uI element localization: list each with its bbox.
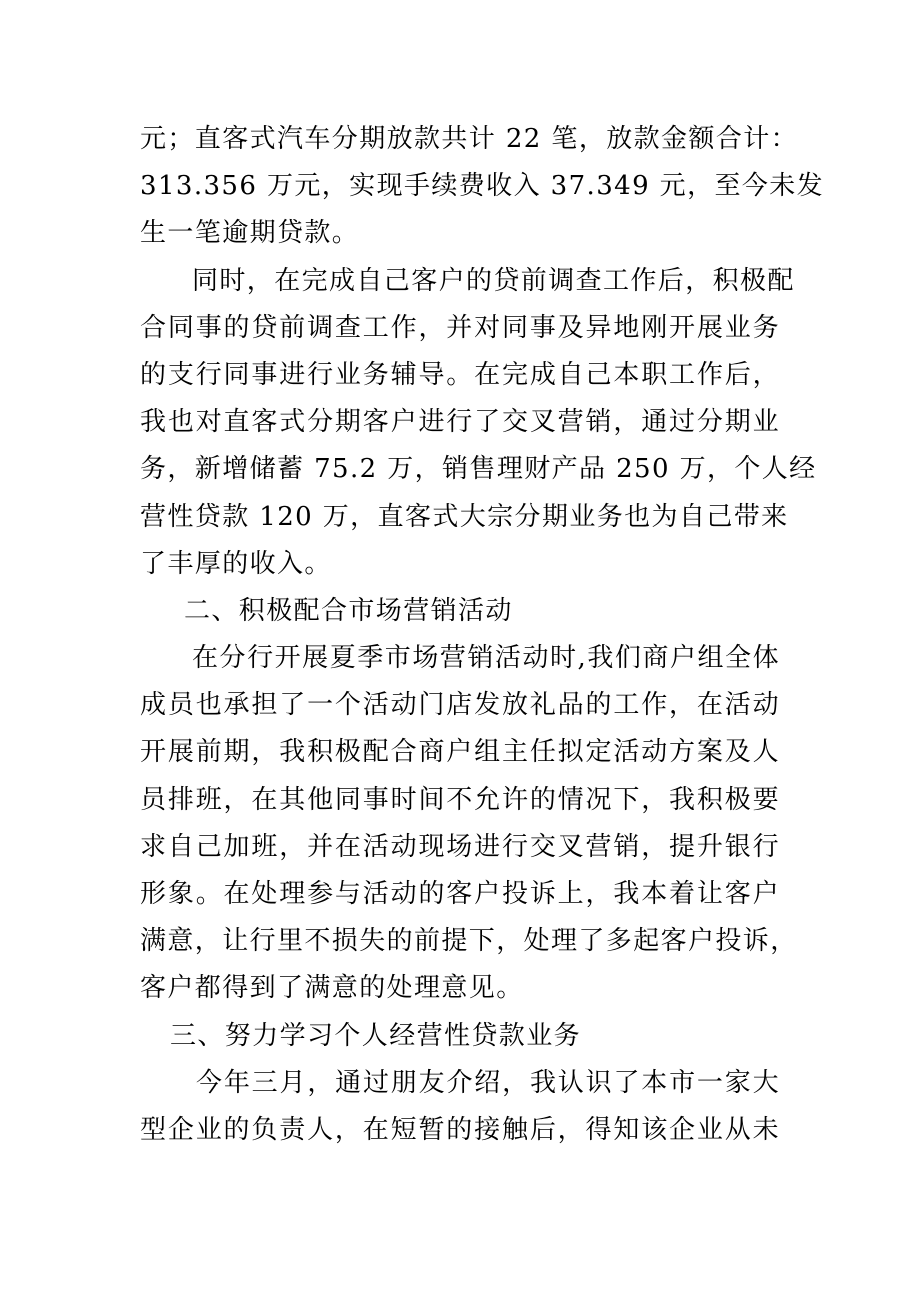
paragraph-line: 员排班，在其他同事时间不允许的情况下，我积极要 (140, 784, 780, 815)
paragraph-line: 求自己加班，并在活动现场进行交叉营销，提升银行 (140, 831, 780, 862)
paragraph-line: 我也对直客式分期客户进行了交叉营销，通过分期业 (140, 407, 780, 438)
paragraph-line: 元；直客式汽车分期放款共计 22 笔，放款金额合计： (140, 124, 799, 154)
paragraph-line: 务，新增储蓄 75.2 万，销售理财产品 250 万，个人经 (140, 454, 817, 485)
paragraph-line: 了丰厚的收入。 (140, 548, 332, 579)
paragraph-line: 生一笔逾期贷款。 (140, 218, 360, 249)
paragraph-line: 满意，让行里不损失的前提下，处理了多起客户投诉， (140, 926, 798, 957)
paragraph-line: 客户都得到了满意的处理意见。 (140, 973, 524, 1004)
section-heading: 三、努力学习个人经营性贷款业务 (170, 1020, 582, 1051)
document-body (140, 116, 825, 1154)
paragraph-line: 同时，在完成自己客户的贷前调查工作后，积极配 (192, 265, 795, 296)
paragraph-line: 开展前期，我积极配合商户组主任拟定活动方案及人 (140, 737, 780, 768)
paragraph-line: 合同事的贷前调查工作，并对同事及异地刚开展业务 (140, 312, 780, 343)
paragraph-line: 型企业的负责人，在短暂的接触后，得知该企业从未 (140, 1114, 780, 1145)
paragraph-line: 营性贷款 120 万，直客式大宗分期业务也为自己带来 (140, 501, 789, 532)
paragraph-line: 今年三月，通过朋友介绍，我认识了本市一家大 (196, 1067, 780, 1098)
paragraph-line: 形象。在处理参与活动的客户投诉上，我本着让客户 (140, 879, 780, 909)
section-heading: 二、积极配合市场营销活动 (184, 595, 513, 626)
paragraph-line: 的支行同事进行业务辅导。在完成自己本职工作后， (140, 359, 780, 390)
paragraph-line: 313.356 万元，实现手续费收入 37.349 元，至今未发 (140, 171, 825, 202)
paragraph-line: 成员也承担了一个活动门店发放礼品的工作，在活动 (140, 690, 780, 721)
paragraph-line: 在分行开展夏季市场营销活动时,我们商户组全体 (192, 643, 780, 674)
